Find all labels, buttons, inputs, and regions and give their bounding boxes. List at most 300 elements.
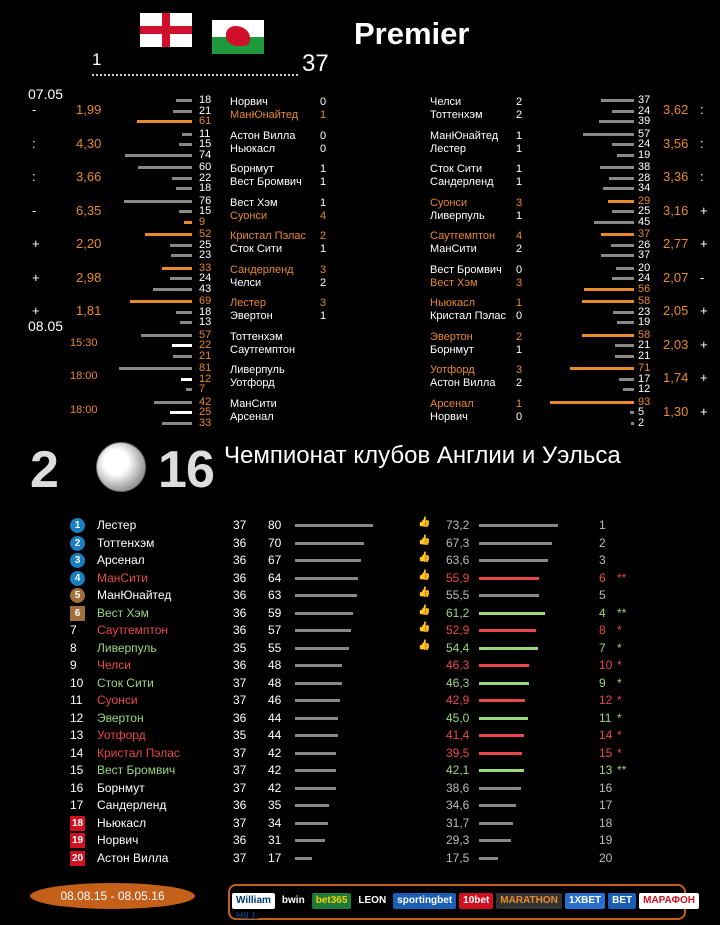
percentage-bar [479, 542, 552, 545]
thumbs-up-icon: 👍 [418, 552, 431, 563]
away-team: Кристал Пэлас [430, 310, 506, 322]
rank: 10 [599, 658, 613, 672]
percentage: 55,5 [446, 588, 470, 602]
thumbs-up-icon: 👍 [418, 622, 431, 633]
year-digit: 6 [186, 441, 215, 499]
away-score: 1 [320, 176, 327, 188]
percentage: 42,9 [446, 693, 470, 707]
away-score: 2 [320, 276, 327, 289]
percentage-bar [479, 734, 524, 737]
sponsor-logo[interactable]: William HILL [232, 893, 275, 909]
stat-value: 69 [199, 295, 212, 307]
stat-value: 15 [199, 138, 212, 150]
home-score: 4 [516, 230, 523, 242]
team-name: Сандерленд [97, 798, 167, 812]
stat-value: 21 [638, 339, 651, 351]
points: 48 [268, 675, 282, 690]
odd-sign: : [700, 102, 704, 117]
position-number: 15 [70, 763, 84, 777]
stat-bar [130, 300, 192, 303]
stat-bar [179, 143, 193, 146]
odd-sign: : [700, 169, 704, 184]
position-badge: 18 [71, 817, 84, 829]
team-name: Арсенал [97, 553, 145, 567]
odd-value: 1,99 [76, 102, 102, 117]
stat-bar [172, 344, 192, 347]
percentage: 67,3 [446, 535, 470, 550]
odd-sign: + [32, 303, 40, 318]
stat-bar [601, 99, 634, 102]
stat-bar [173, 355, 192, 358]
stat-bar [616, 267, 634, 270]
odd-sign: : [32, 135, 36, 151]
sponsor-logo[interactable]: BET [608, 893, 636, 909]
stat-bar [583, 133, 634, 136]
points: 59 [268, 605, 282, 620]
rank: 17 [599, 798, 613, 812]
thumbs-up-icon: 👍 [418, 517, 431, 528]
points-bar [295, 594, 357, 597]
stat-value: 37 [638, 249, 651, 261]
stat-bar [612, 277, 634, 280]
team-name: Эвертон [97, 710, 144, 725]
stat-value: 37 [638, 94, 651, 106]
year-digit: 1 [158, 441, 187, 499]
stat-value: 34 [638, 182, 651, 194]
stat-bar [599, 120, 634, 123]
home-score: 0 [320, 129, 327, 142]
percentage-bar [479, 839, 511, 842]
home-team: Суонси [430, 196, 468, 209]
percentage: 41,4 [446, 728, 470, 742]
stat-bar [623, 388, 634, 391]
odd-value: 3,56 [663, 135, 689, 151]
stat-value: 25 [199, 406, 212, 418]
stat-value: 38 [638, 161, 651, 173]
team-name: Норвич [97, 833, 139, 847]
position-number: 7 [70, 623, 77, 637]
stat-bar [615, 355, 634, 358]
games-played: 37 [233, 745, 247, 760]
stat-bar [154, 401, 192, 404]
rank-mark: ** [617, 605, 627, 620]
rank-mark: * [617, 728, 622, 742]
percentage-bar [479, 594, 539, 597]
odd-value: 2,20 [76, 236, 102, 251]
points: 67 [268, 553, 282, 567]
position-number: 11 [70, 693, 83, 707]
odd-value: 2,77 [663, 236, 689, 251]
stat-value: 2 [638, 416, 645, 429]
position-badge: 3 [70, 553, 85, 568]
rank-mark: * [617, 640, 622, 655]
percentage-bar [479, 612, 545, 615]
stat-value: 57 [199, 328, 212, 341]
section-title: Чемпионат клубов Англии и Уэльса [224, 442, 621, 469]
home-team: Уотфорд [430, 364, 475, 376]
stat-value: 60 [199, 161, 212, 173]
points-bar [295, 717, 338, 720]
rank: 14 [599, 728, 613, 742]
away-team: Арсенал [230, 410, 274, 423]
rank-mark: ** [617, 570, 627, 585]
rank: 4 [599, 605, 606, 620]
stat-bar [180, 321, 192, 324]
points: 63 [268, 588, 282, 602]
team-name: МанСити [97, 570, 148, 585]
points-bar [295, 524, 373, 527]
stat-value: 58 [638, 328, 651, 341]
date-label: 07.05 [28, 86, 64, 102]
stat-bar [181, 378, 192, 381]
home-team: Эвертон [430, 330, 473, 343]
position-badge: 1 [70, 518, 85, 533]
away-team: Норвич [430, 410, 468, 423]
rank-mark: * [617, 745, 622, 760]
games-played: 37 [233, 763, 247, 777]
percentage: 17,5 [446, 850, 470, 865]
sponsor-logo[interactable]: MARATHON [496, 893, 562, 909]
percentage: 38,6 [446, 780, 470, 795]
rank: 12 [599, 693, 613, 707]
games-played: 37 [233, 780, 247, 795]
rank: 7 [599, 640, 606, 655]
stat-bar [182, 133, 192, 136]
points-bar [295, 857, 312, 860]
team-name: Ливерпуль [97, 640, 157, 655]
stat-value: 45 [638, 215, 651, 228]
away-score: 2 [516, 109, 523, 121]
percentage: 54,4 [446, 640, 470, 655]
stat-bar [612, 143, 634, 146]
odd-value: 3,16 [663, 202, 689, 218]
stat-value: 19 [638, 316, 651, 328]
points: 46 [268, 693, 282, 707]
team-name: Ньюкасл [97, 815, 147, 830]
stat-value: 37 [638, 228, 651, 240]
position-badge: 20 [71, 852, 84, 864]
wales-flag-icon [212, 20, 264, 54]
points: 55 [268, 640, 282, 655]
stat-bar [138, 166, 192, 169]
stat-bar [125, 154, 192, 157]
position-number: 12 [70, 710, 84, 725]
percentage: 45,0 [446, 710, 470, 725]
odd-sign: + [32, 269, 40, 285]
position-badge: 5 [70, 588, 85, 603]
football-icon [96, 442, 146, 492]
thumbs-up-icon: 👍 [418, 587, 431, 598]
away-score: 2 [516, 377, 523, 389]
stat-bar [603, 187, 634, 190]
rank-mark: * [617, 623, 622, 637]
sponsor-logo[interactable]: sportingbet [393, 893, 456, 909]
away-score: 1 [320, 310, 327, 322]
stat-value: 22 [199, 171, 212, 184]
away-team: Саутгемптон [230, 343, 296, 356]
stat-bar [609, 177, 634, 180]
home-score: 1 [516, 297, 523, 309]
points: 17 [268, 850, 282, 865]
sponsor-logo[interactable]: bet365 [312, 893, 352, 909]
away-score: 2 [516, 243, 523, 255]
games-played: 36 [233, 658, 247, 672]
away-score: 0 [320, 142, 327, 155]
odd-sign: + [32, 236, 40, 251]
sponsor-logo[interactable]: 10bet [459, 893, 493, 909]
points-bar [295, 612, 353, 615]
points: 80 [268, 518, 282, 532]
stat-value: 28 [638, 171, 651, 184]
stat-bar [124, 200, 192, 203]
games-played: 36 [233, 710, 247, 725]
page-title: Premier [354, 16, 470, 51]
odd-value: 1,30 [663, 403, 689, 419]
percentage: 39,5 [446, 745, 470, 760]
points: 42 [268, 780, 282, 795]
year-logo [30, 440, 220, 499]
home-score: 1 [320, 196, 327, 209]
away-team: МанСити [430, 243, 477, 255]
position-badge: 6 [70, 606, 85, 621]
stat-value: 26 [638, 238, 651, 251]
home-score: 3 [320, 263, 327, 276]
stat-bar [600, 166, 634, 169]
stat-value: 12 [638, 383, 651, 395]
team-name: Суонси [97, 693, 138, 707]
points-bar [295, 699, 340, 702]
odd-sign: + [700, 202, 708, 218]
points: 42 [268, 763, 282, 777]
stat-bar [601, 254, 634, 257]
percentage: 46,3 [446, 675, 470, 690]
stat-value: 21 [199, 349, 212, 362]
team-name: Кристал Пэлас [97, 745, 180, 760]
stat-bar [170, 277, 192, 280]
percentage: 55,9 [446, 570, 470, 585]
odd-value: 2,03 [663, 336, 689, 352]
points-bar [295, 577, 358, 580]
stat-value: 11 [199, 127, 211, 140]
home-team: Саутгемптон [430, 230, 496, 242]
sponsor-logo[interactable]: 1XBET [565, 893, 605, 909]
stat-value: 61 [199, 115, 212, 127]
rank: 2 [599, 535, 606, 550]
progress-track [92, 74, 298, 80]
thumbs-up-icon: 👍 [418, 569, 431, 581]
stat-value: 13 [199, 316, 212, 328]
england-flag-icon [140, 13, 192, 47]
away-team: Ливерпуль [430, 209, 485, 222]
stat-bar [173, 110, 192, 113]
percentage-bar [479, 804, 516, 807]
stat-bar [617, 154, 634, 157]
points-bar [295, 629, 351, 632]
rank-mark: * [617, 693, 622, 707]
stat-bar [608, 200, 634, 203]
points: 35 [268, 798, 282, 812]
percentage-bar [479, 629, 536, 632]
home-score: 3 [516, 196, 523, 209]
away-team: Астон Вилла [430, 377, 496, 389]
stat-bar [615, 344, 634, 347]
percentage-bar [479, 752, 522, 755]
home-score: 1 [516, 163, 523, 175]
points-bar [295, 542, 364, 545]
team-name: Вест Бромвич [97, 763, 176, 777]
odd-value: 6,35 [76, 202, 102, 218]
progress-end: 37 [302, 50, 329, 77]
stat-bar [176, 311, 192, 314]
away-score: 1 [320, 109, 327, 121]
percentage-bar [479, 699, 525, 702]
stat-bar [612, 110, 634, 113]
odd-value: 3,62 [663, 102, 689, 117]
stat-bar [612, 210, 635, 213]
stat-value: 20 [638, 261, 651, 274]
home-score: 2 [516, 96, 523, 108]
stat-value: 12 [199, 372, 212, 385]
games-played: 37 [233, 518, 247, 532]
stat-value: 43 [199, 282, 212, 295]
home-score: 0 [516, 263, 523, 276]
games-played: 37 [233, 815, 247, 830]
odd-sign: + [700, 336, 708, 352]
stat-bar [570, 367, 634, 370]
home-team: Кристал Пэлас [230, 230, 306, 242]
home-team: Тоттенхэм [230, 330, 283, 343]
home-team: Ньюкасл [430, 297, 476, 309]
stat-value: 24 [638, 138, 651, 150]
points-bar [295, 752, 336, 755]
stat-bar [582, 300, 634, 303]
team-name: Челси [97, 658, 131, 672]
stat-bar [584, 288, 634, 291]
games-played: 37 [233, 693, 247, 707]
stat-value: 58 [638, 295, 651, 307]
home-score: 1 [320, 163, 327, 175]
team-name: Астон Вилла [97, 850, 169, 865]
stat-bar [594, 221, 635, 224]
position-number: 17 [70, 798, 84, 812]
home-score: 2 [320, 230, 327, 242]
sponsor-logo[interactable]: LEON [354, 893, 390, 909]
odd-sign: + [700, 236, 708, 251]
home-score: 3 [320, 297, 327, 309]
team-name: Саутгемптон [97, 623, 169, 637]
stat-bar [613, 311, 634, 314]
odd-value: 3,66 [76, 169, 102, 184]
position-badge: 4 [70, 571, 85, 586]
stat-value: 25 [199, 238, 212, 251]
home-score: 2 [516, 330, 523, 343]
team-name: Лестер [97, 518, 137, 532]
percentage: 42,1 [446, 763, 470, 777]
rank: 6 [599, 570, 606, 585]
stat-value: 18 [199, 94, 212, 106]
home-team: МанСити [230, 397, 277, 410]
percentage-bar [479, 769, 524, 772]
stat-value: 18 [199, 305, 212, 318]
away-score: 1 [516, 176, 523, 188]
season-period: 08.08.15 - 08.05.16 [30, 883, 195, 909]
position-number: 16 [70, 780, 84, 795]
games-played: 37 [233, 850, 247, 865]
stat-value: 93 [638, 395, 651, 408]
percentage: 29,3 [446, 833, 470, 847]
odd-value: 2,98 [76, 269, 102, 285]
points-bar [295, 647, 349, 650]
stat-bar [171, 254, 192, 257]
rank: 1 [599, 518, 606, 532]
percentage-bar [479, 822, 513, 825]
away-score: 1 [516, 343, 523, 356]
games-played: 36 [233, 553, 247, 567]
odd-sign: + [700, 403, 708, 419]
points-bar [295, 664, 342, 667]
stat-bar [631, 422, 634, 425]
stat-bar [141, 334, 192, 337]
stat-bar [170, 411, 193, 414]
stat-bar [630, 411, 635, 414]
sponsor-logo[interactable]: bwin [278, 893, 309, 909]
games-played: 36 [233, 535, 247, 550]
odd-value: 2,05 [663, 303, 689, 318]
stat-value: 33 [199, 416, 212, 429]
stat-value: 56 [638, 282, 651, 295]
odd-sign: + [700, 303, 708, 318]
stat-value: 23 [638, 305, 651, 318]
stat-bar [176, 187, 192, 190]
rank: 5 [599, 588, 606, 602]
odd-value: 15:30 [70, 336, 98, 349]
home-team: Норвич [230, 96, 268, 108]
percentage-bar [479, 577, 539, 580]
sponsor-logo[interactable]: МАРАФОН [639, 893, 699, 909]
stat-bar [176, 99, 192, 102]
stat-value: 76 [199, 194, 212, 207]
home-team: Астон Вилла [230, 129, 296, 142]
stat-value: 7 [199, 383, 206, 395]
away-score: 1 [516, 142, 523, 155]
percentage-bar [479, 664, 529, 667]
home-team: Арсенал [430, 397, 474, 410]
team-name: Вест Хэм [97, 605, 149, 620]
away-team: Лестер [430, 142, 466, 155]
points: 64 [268, 570, 282, 585]
odd-value: 18:00 [70, 370, 98, 382]
stat-value: 21 [199, 104, 212, 117]
position-number: 14 [70, 745, 84, 760]
stat-value: 52 [199, 228, 212, 240]
away-score: 4 [320, 209, 327, 222]
rank-mark: * [617, 675, 622, 690]
away-team: Вест Бромвич [230, 176, 302, 188]
away-team: Ньюкасл [230, 142, 276, 155]
stat-value: 15 [199, 205, 212, 217]
stat-value: 57 [638, 127, 651, 140]
thumbs-up-icon: 👍 [418, 639, 431, 651]
percentage: 61,2 [446, 605, 470, 620]
odd-sign: + [700, 370, 708, 385]
points: 31 [268, 833, 282, 847]
stat-value: 71 [638, 362, 651, 374]
team-name: Сток Сити [97, 675, 154, 690]
home-team: Сток Сити [430, 163, 483, 175]
percentage-bar [479, 857, 498, 860]
stat-value: 21 [638, 349, 651, 362]
stat-bar [162, 267, 192, 270]
